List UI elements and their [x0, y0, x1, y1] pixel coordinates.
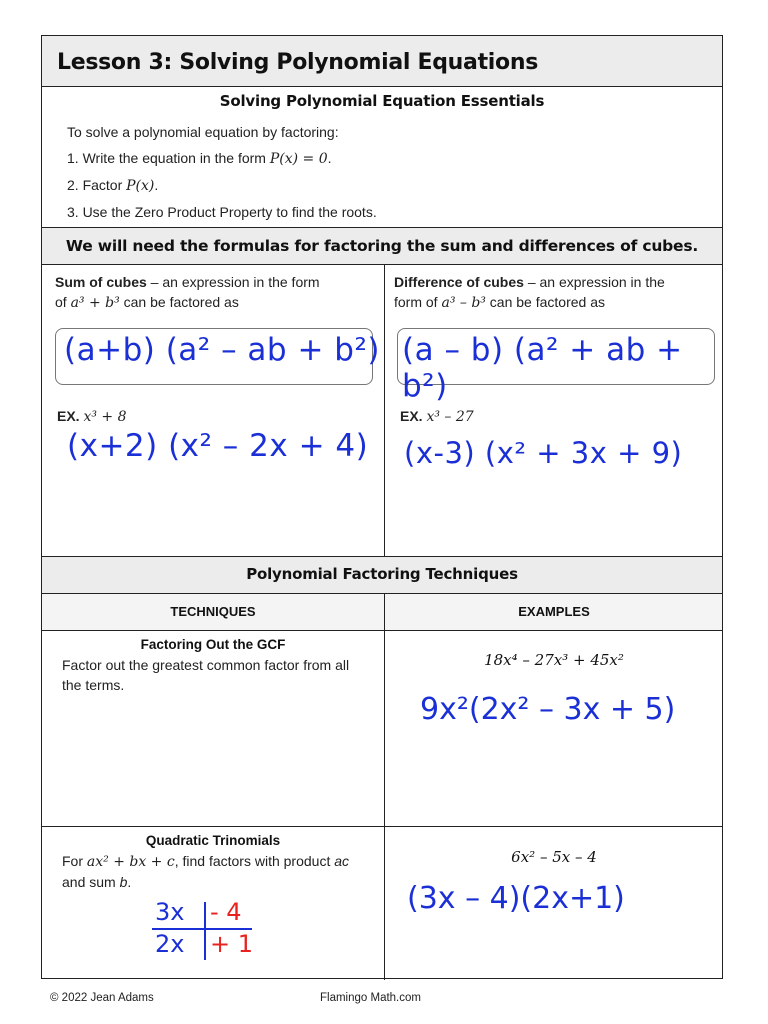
factor-table-r2c2: + 1	[210, 930, 254, 958]
footer-site: Flamingo Math.com	[320, 992, 421, 1004]
factor-table-r1c2: - 4	[210, 898, 242, 926]
difference-example-answer: (x-3) (x² + 3x + 9)	[404, 436, 683, 470]
factor-table-vline	[204, 902, 206, 960]
divider	[42, 264, 722, 265]
quadratic-example: 6x² – 5x – 4	[511, 848, 597, 866]
step-2-math: P(x)	[126, 178, 155, 194]
worksheet-page	[41, 35, 723, 979]
lesson-title: Lesson 3: Solving Polynomial Equations	[57, 50, 539, 75]
sum-of-cubes-desc: Sum of cubes – an expression in the form of a³ + b³ can be factored as	[55, 274, 320, 311]
difference-of-cubes-desc: Difference of cubes – an expression in the form of a³ – b³ can be factored as	[394, 274, 665, 311]
factor-table-r2c1: 2x	[155, 930, 185, 958]
techniques-heading: Polynomial Factoring Techniques	[246, 565, 518, 583]
formulas-heading: We will need the formulas for factoring the sum and differences of cubes.	[65, 237, 699, 255]
gcf-answer: 9x²(2x² – 3x + 5)	[420, 692, 676, 727]
quadratic-title: Quadratic Trinomials	[145, 833, 281, 848]
col-examples-header: EXAMPLES	[518, 604, 590, 619]
sum-example-answer: (x+2) (x² – 2x + 4)	[67, 428, 369, 464]
essentials-steps	[67, 122, 377, 228]
gcf-example: 18x⁴ – 27x³ + 45x²	[484, 651, 624, 669]
factor-table-r1c1: 3x	[155, 898, 185, 926]
footer-copyright: © 2022 Jean Adams	[50, 992, 154, 1004]
gcf-desc: Factor out the greatest common factor from all the terms.	[62, 657, 350, 693]
divider	[42, 86, 722, 87]
quadratic-desc: For ax² + bx + c, find factors with product ac and sum b.	[62, 853, 350, 890]
difference-example: EX. x³ – 27	[400, 408, 474, 425]
divider	[42, 630, 722, 631]
divider	[42, 826, 722, 827]
column-divider	[384, 264, 385, 556]
essentials-intro: To solve a polynomial equation by factoring:	[67, 124, 339, 140]
sum-formula-handwritten: (a+b) (a² – ab + b²)	[64, 332, 380, 368]
step-2: 2. Factor P(x).	[67, 177, 159, 194]
quadratic-answer: (3x – 4)(2x+1)	[407, 881, 625, 916]
gcf-title: Factoring Out the GCF	[140, 637, 286, 652]
sum-example: EX. x³ + 8	[57, 408, 127, 425]
col-techniques-header: TECHNIQUES	[170, 604, 256, 619]
difference-formula-handwritten: (a – b) (a² + ab + b²)	[402, 332, 683, 404]
sum-of-cubes-term: Sum of cubes	[55, 274, 147, 290]
essentials-heading: Solving Polynomial Equation Essentials	[219, 92, 545, 110]
difference-of-cubes-term: Difference of cubes	[394, 274, 524, 290]
step-1: 1. Write the equation in the form P(x) = 0.	[67, 150, 332, 167]
step-1-math: P(x) = 0	[269, 151, 328, 167]
factor-table	[152, 898, 262, 960]
step-3: 3. Use the Zero Product Property to find the roots.	[67, 204, 377, 220]
